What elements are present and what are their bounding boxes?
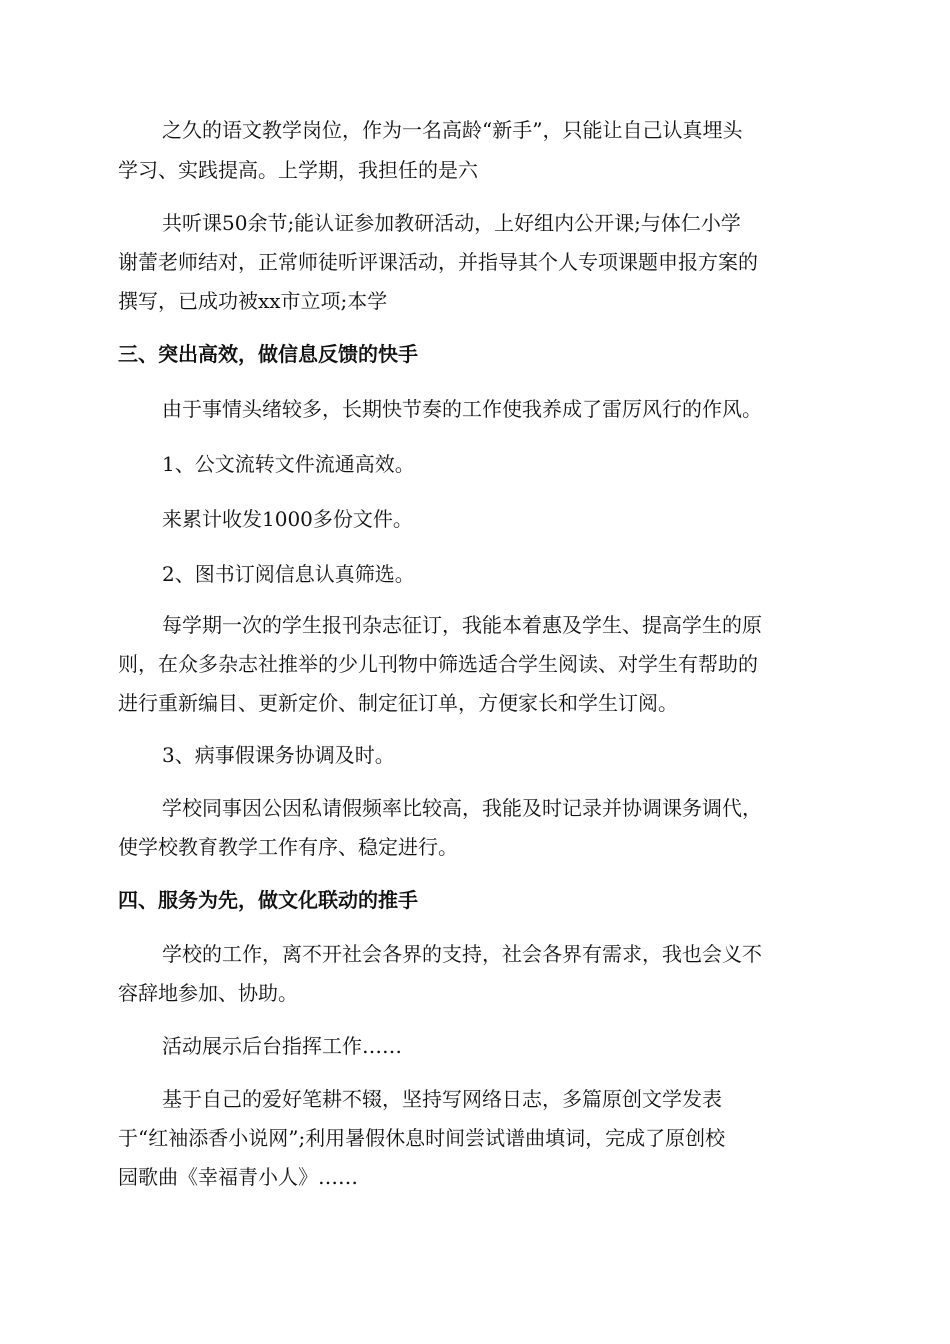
text-line: 学校的工作，离不开社会各界的支持，社会各界有需求，我也会义不 <box>162 942 762 966</box>
text-line: 每学期一次的学生报刊杂志征订，我能本着惠及学生、提高学生的原 <box>162 613 762 637</box>
text-line: 2、图书订阅信息认真筛选。 <box>162 562 415 586</box>
text-line: 1、公文流转文件流通高效。 <box>162 452 415 476</box>
text-line: 学习、实践提高。上学期，我担任的是六 <box>118 158 478 182</box>
text-line: 园歌曲《幸福青小人》…… <box>118 1165 358 1189</box>
text-line: 容辞地参加、协助。 <box>118 981 298 1005</box>
text-line: 进行重新编目、更新定价、制定征订单，方便家长和学生订阅。 <box>118 691 678 715</box>
section-heading: 三、突出高效，做信息反馈的快手 <box>118 342 418 366</box>
text-line: 由于事情头绪较多，长期快节奏的工作使我养成了雷厉风行的作风。 <box>162 397 762 421</box>
text-line: 于“红袖添香小说网”;利用暑假休息时间尝试谱曲填词，完成了原创校 <box>118 1126 726 1150</box>
text-line: 3、病事假课务协调及时。 <box>162 743 395 767</box>
text-line: 活动展示后台指挥工作…… <box>162 1034 402 1058</box>
text-line: 共听课50余节;能认证参加教研活动，上好组内公开课;与体仁小学 <box>162 211 741 235</box>
section-heading: 四、服务为先，做文化联动的推手 <box>118 888 418 912</box>
text-line: 则，在众多杂志社推举的少儿刊物中筛选适合学生阅读、对学生有帮助的 <box>118 652 758 676</box>
text-line: 使学校教育教学工作有序、稳定进行。 <box>118 835 458 859</box>
text-line: 撰写，已成功被xx市立项;本学 <box>118 289 388 313</box>
text-line: 学校同事因公因私请假频率比较高，我能及时记录并协调课务调代， <box>162 796 762 820</box>
text-line: 谢蕾老师结对，正常师徒听评课活动，并指导其个人专项课题申报方案的 <box>118 250 758 274</box>
text-line: 之久的语文教学岗位，作为一名高龄“新手”，只能让自己认真埋头 <box>162 118 743 142</box>
text-line: 来累计收发1000多份文件。 <box>162 507 413 531</box>
text-line: 基于自己的爱好笔耕不辍，坚持写网络日志，多篇原创文学发表 <box>162 1087 722 1111</box>
